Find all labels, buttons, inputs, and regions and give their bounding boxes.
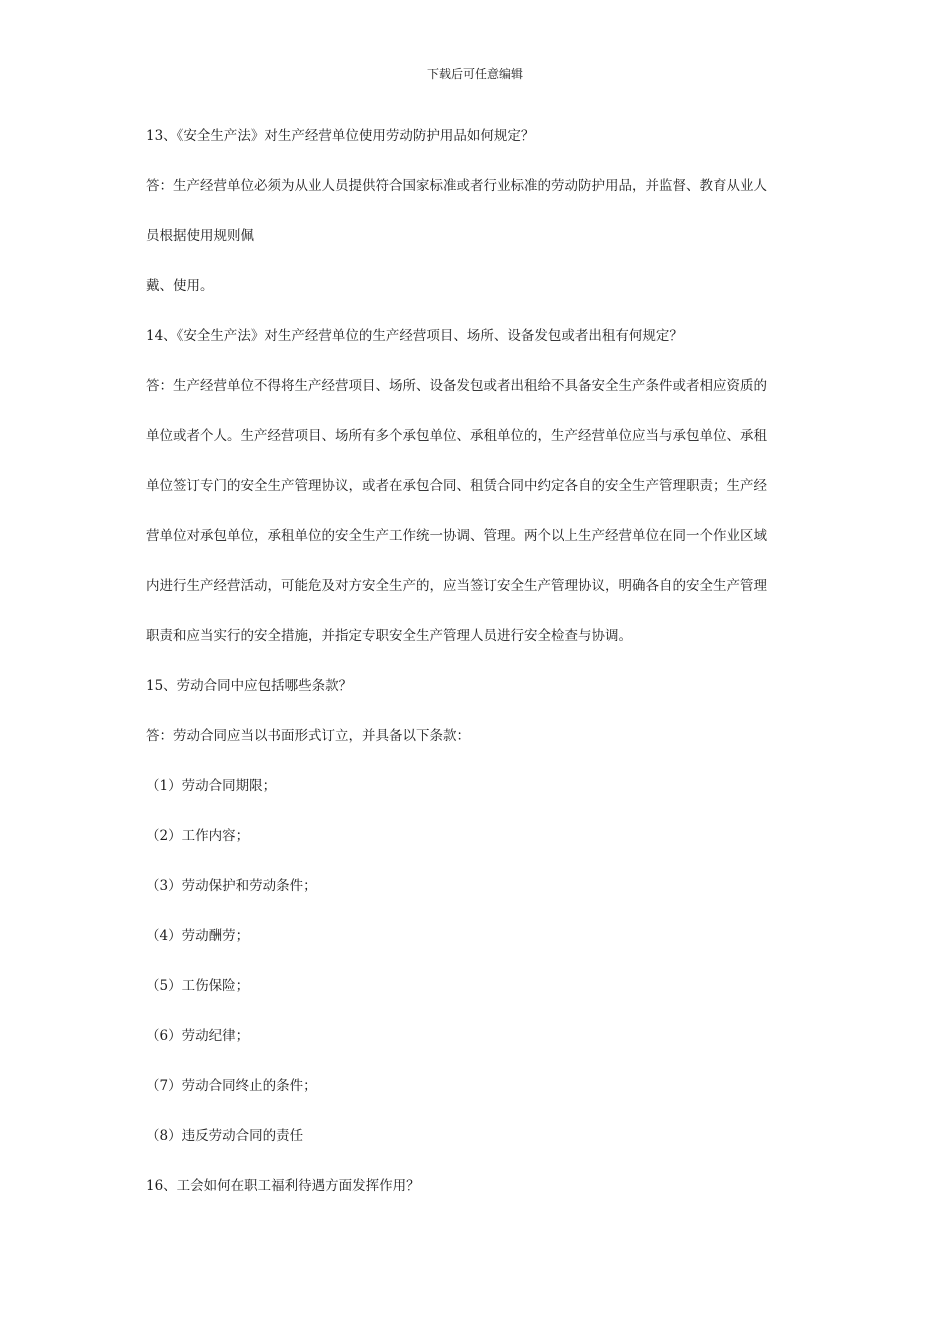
clause-6: （6）劳动纪律； [146,1028,250,1044]
answer-13-line-1: 答：生产经营单位必须为从业人员提供符合国家标准或者行业标准的劳动防护用品，并监督、教育从业人 [146,178,767,194]
answer-13-line-3: 戴、使用。 [146,278,214,294]
page-header: 下载后可任意编辑 [426,67,523,81]
answer-14-line-4: 营单位对承包单位，承租单位的安全生产工作统一协调、管理。两个以上生产经营单位在同一个作业区域 [146,528,767,544]
answer-14-line-3: 单位签订专门的安全生产管理协议，或者在承包合同、租赁合同中约定各自的安全生产管理职责；生产经 [146,478,767,494]
answer-14-line-1: 答：生产经营单位不得将生产经营项目、场所、设备发包或者出租给不具备安全生产条件或者相应资质的 [146,378,767,394]
document-body [146,124,810,1224]
clause-4: （4）劳动酬劳； [146,928,250,944]
answer-15-intro: 答：劳动合同应当以书面形式订立，并具备以下条款： [146,728,470,744]
clause-2: （2）工作内容； [146,828,250,844]
question-13: 13、《安全生产法》对生产经营单位使用劳动防护用品如何规定？ [146,128,535,144]
question-15: 15、劳动合同中应包括哪些条款？ [146,678,353,694]
clause-3: （3）劳动保护和劳动条件； [146,878,317,894]
question-14: 14、《安全生产法》对生产经营单位的生产经营项目、场所、设备发包或者出租有何规定？ [146,328,683,344]
answer-13-line-2: 员根据使用规则佩 [146,228,254,244]
clause-5: （5）工伤保险； [146,978,250,994]
clause-8: （8）违反劳动合同的责任 [146,1128,304,1144]
clause-7: （7）劳动合同终止的条件； [146,1078,317,1094]
clause-1: （1）劳动合同期限； [146,778,277,794]
answer-14-line-2: 单位或者个人。生产经营项目、场所有多个承包单位、承租单位的，生产经营单位应当与承包单位、承租 [146,428,767,444]
answer-14-line-6: 职责和应当实行的安全措施，并指定专职安全生产管理人员进行安全检查与协调。 [146,628,632,644]
question-16: 16、工会如何在职工福利待遇方面发挥作用？ [146,1178,420,1194]
answer-14-line-5: 内进行生产经营活动，可能危及对方安全生产的，应当签订安全生产管理协议，明确各自的安全生产管理 [146,578,767,594]
